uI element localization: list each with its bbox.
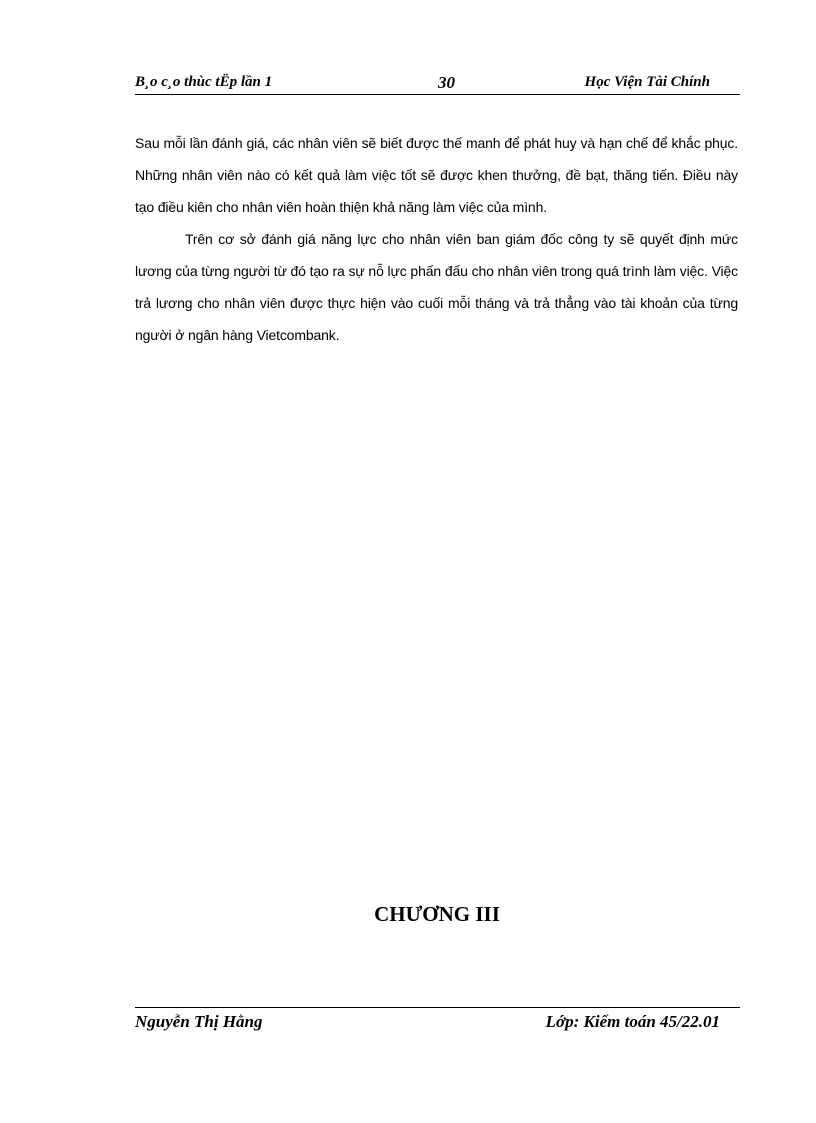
footer-divider	[135, 1007, 740, 1008]
paragraph: Trên cơ sở đánh giá năng lực cho nhân viên ban giám đốc công ty sẽ quyết định mức lương của từng người từ đó tạo ra sự nỗ lực phấn đấu cho nhân viên trong quá trình làm việc. Việc trả lương cho nhân viên được thực hiện vào cuối mỗi tháng và trả thẳng vào tài khoản của từng người ở ngân hàng Vietcombank.	[135, 231, 738, 343]
author-name: Nguyễn Thị Hằng	[135, 1012, 263, 1031]
class-label: Lớp: Kiểm toán 45/22.01	[545, 1012, 720, 1031]
report-title: B¸o c¸o thùc tËp lần 1	[135, 74, 273, 90]
page-footer	[135, 1012, 740, 1036]
institution-name: Học Viện Tài Chính	[584, 74, 710, 90]
chapter-heading: CHƯƠNG III	[374, 902, 500, 926]
page-header	[135, 72, 740, 95]
page-number: 30	[438, 73, 455, 92]
paragraph: Sau mỗi lần đánh giá, các nhân viên sẽ biết được thế manh để phát huy và hạn chế để khắc phục. Những nhân viên nào có kết quả làm việc tốt sẽ được khen thưởng, đề bạt, thăng tiến. Điều này tạo điều kiên cho nhân viên hoàn thiện khả năng làm việc của mình.	[135, 135, 738, 215]
body-text	[135, 127, 738, 351]
